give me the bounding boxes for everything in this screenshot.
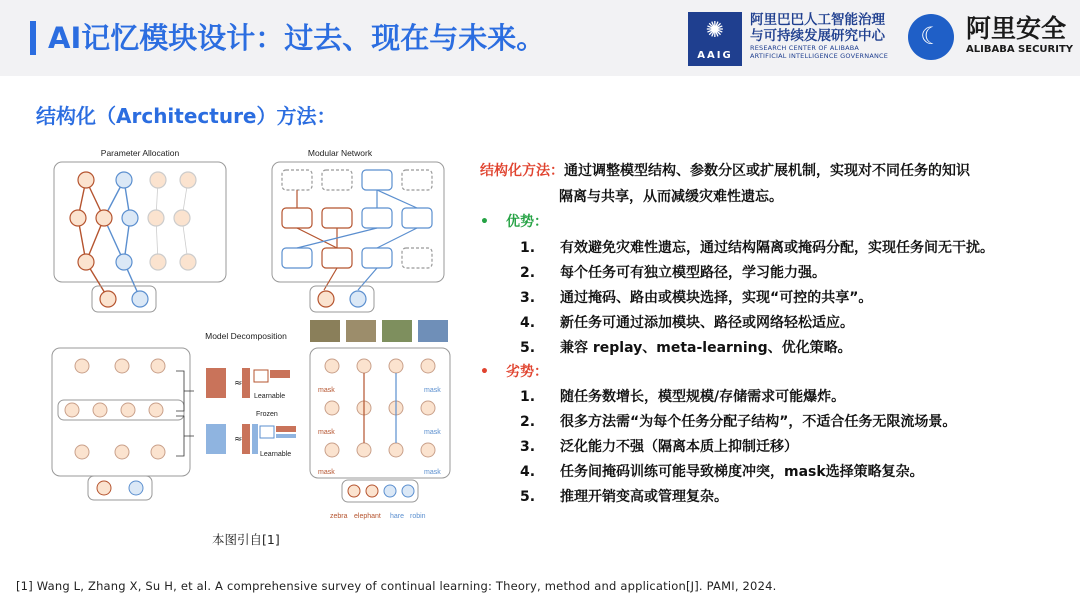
md-matrix-brown-5 bbox=[276, 426, 296, 432]
aaig-emblem-icon: ✺ bbox=[705, 18, 725, 43]
cons-heading bbox=[480, 361, 548, 381]
aaig-en-line2: ARTIFICIAL INTELLIGENCE GOVERNANCE bbox=[750, 52, 889, 60]
pros-bullet: • bbox=[480, 214, 489, 230]
md-matrix-brown-4 bbox=[242, 424, 250, 454]
cons-item bbox=[520, 436, 798, 456]
md-approx-2: ≈ bbox=[234, 434, 243, 445]
cons-item-number: 3. bbox=[520, 439, 536, 455]
md-learnable2-label: Learnable bbox=[260, 451, 292, 458]
md-matrix-blue-2 bbox=[252, 424, 258, 454]
mask-output-robin bbox=[402, 485, 414, 497]
md-output-node-1 bbox=[97, 481, 111, 495]
cons-item bbox=[520, 411, 956, 431]
image-robin bbox=[418, 320, 448, 342]
panel-modular-network-title: Modular Network bbox=[307, 148, 373, 158]
cons-bullet: • bbox=[480, 364, 489, 380]
output-label-elephant: elephant bbox=[354, 513, 381, 520]
aaig-logo bbox=[688, 12, 742, 66]
cons-item-text: 泛化能力不强（隔离本质上抑制迁移） bbox=[560, 439, 798, 455]
output-label-hare: hare bbox=[390, 513, 405, 520]
cons-item bbox=[520, 486, 728, 506]
pros-item-number: 1. bbox=[520, 240, 536, 256]
pros-item bbox=[520, 312, 854, 332]
aaig-name-line2: 与可持续发展研究中心 bbox=[750, 28, 885, 44]
slide-header bbox=[0, 0, 1080, 76]
md-learnable-label: Learnable bbox=[254, 393, 286, 400]
pros-item bbox=[520, 337, 852, 357]
mask-label-right-2: mask bbox=[424, 429, 441, 436]
architecture-figure bbox=[48, 146, 458, 526]
cons-item-text: 很多方法需“为每个任务分配子结构”，不适合任务无限流场景。 bbox=[560, 414, 957, 430]
aaig-abbr: AAIG bbox=[697, 50, 733, 61]
md-matrix-brown-3 bbox=[270, 370, 290, 378]
definition-label: 结构化方法： bbox=[480, 163, 564, 179]
md-bracket-top bbox=[176, 371, 194, 411]
mn-modules bbox=[282, 170, 432, 268]
pros-item-number: 5. bbox=[520, 340, 536, 356]
pros-item-number: 2. bbox=[520, 265, 536, 281]
mask-label-right-1: mask bbox=[424, 387, 441, 394]
security-en: ALIBABA SECURITY bbox=[966, 44, 1074, 55]
pros-item bbox=[520, 287, 872, 307]
pros-item-number: 4. bbox=[520, 315, 536, 331]
reference-footnote: [1] Wang L, Zhang X, Su H, et al. A comprehensive survey of continual learning: Theory, method and application[J]. PAMI, 2024. bbox=[16, 579, 777, 593]
cons-item-text: 任务间掩码训练可能导致梯度冲突，mask选择策略复杂。 bbox=[560, 464, 924, 480]
cons-item-text: 推理开销变高或管理复杂。 bbox=[560, 489, 728, 505]
pa-output-node-2 bbox=[132, 291, 148, 307]
output-label-zebra: zebra bbox=[330, 513, 348, 520]
cons-item bbox=[520, 386, 845, 406]
pros-heading bbox=[480, 211, 548, 231]
pros-item-text: 兼容 replay、meta-learning、优化策略。 bbox=[560, 340, 852, 356]
pros-item-text: 每个任务可有独立模型路径，学习能力强。 bbox=[560, 265, 826, 281]
pa-nodes bbox=[70, 172, 196, 270]
section-subtitle: 结构化（Architecture）方法： bbox=[36, 104, 337, 128]
mask-output-hare bbox=[384, 485, 396, 497]
mn-connections bbox=[297, 190, 417, 290]
mask-label-left-1: mask bbox=[318, 387, 335, 394]
md-output-node-2 bbox=[129, 481, 143, 495]
mn-output-node-1 bbox=[318, 291, 334, 307]
pros-item-text: 通过掩码、路由或模块选择，实现“可控的共享”。 bbox=[560, 290, 873, 306]
md-matrix-learnable bbox=[254, 370, 268, 382]
cons-item-text: 随任务数增长，模型规模/存储需求可能爆炸。 bbox=[560, 389, 846, 405]
md-frozen-label: Frozen bbox=[256, 411, 278, 418]
md-matrix-blue-3 bbox=[276, 434, 296, 438]
definition-line-1 bbox=[480, 160, 970, 180]
cons-item-number: 5. bbox=[520, 489, 536, 505]
md-matrix-brown-2 bbox=[242, 368, 250, 398]
pa-connections bbox=[78, 180, 188, 298]
mask-label-right-3: mask bbox=[424, 469, 441, 476]
figure-caption: 本图引自[1] bbox=[212, 532, 280, 547]
definition-line-2: 隔离与共享，从而减缓灾难性遗忘。 bbox=[559, 189, 783, 205]
output-label-robin: robin bbox=[410, 513, 426, 520]
aaig-name-line1: 阿里巴巴人工智能治理 bbox=[750, 12, 885, 28]
cons-item-number: 2. bbox=[520, 414, 536, 430]
pa-output-node-1 bbox=[100, 291, 116, 307]
image-zebra bbox=[310, 320, 340, 342]
image-hare bbox=[382, 320, 412, 342]
mn-output-node-2 bbox=[350, 291, 366, 307]
cons-item-number: 1. bbox=[520, 389, 536, 405]
cons-label: 劣势： bbox=[506, 364, 548, 380]
md-approx-1: ≈ bbox=[234, 378, 243, 389]
image-elephant bbox=[346, 320, 376, 342]
shield-icon: ☾ bbox=[920, 22, 942, 50]
definition-text-1: 通过调整模型结构、参数分区或扩展机制，实现对不同任务的知识 bbox=[564, 163, 970, 179]
pros-item bbox=[520, 262, 826, 282]
panel-parameter-allocation-title: Parameter Allocation bbox=[100, 148, 180, 158]
aaig-name bbox=[750, 12, 900, 60]
pros-item-text: 有效避免灾难性遗忘，通过结构隔离或掩码分配，实现任务间无干扰。 bbox=[560, 240, 994, 256]
pros-item bbox=[520, 237, 994, 257]
md-matrix-blue bbox=[206, 424, 226, 454]
pros-item-number: 3. bbox=[520, 290, 536, 306]
md-matrix-brown bbox=[206, 368, 226, 398]
mask-label-left-3: mask bbox=[318, 469, 335, 476]
md-matrix-frozen bbox=[260, 426, 274, 438]
pros-label: 优势： bbox=[506, 214, 548, 230]
cons-item-number: 4. bbox=[520, 464, 536, 480]
slide-title: AI记忆模块设计：过去、现在与未来。 bbox=[48, 21, 546, 55]
title-accent-bar bbox=[30, 21, 36, 55]
md-nodes bbox=[58, 359, 184, 459]
alibaba-security-name bbox=[966, 14, 1073, 55]
mask-output-zebra bbox=[348, 485, 360, 497]
md-bracket-bottom bbox=[176, 416, 194, 456]
security-zh: 阿里安全 bbox=[966, 14, 1067, 43]
alibaba-security-logo bbox=[908, 14, 954, 60]
cons-item bbox=[520, 461, 924, 481]
pros-item-text: 新任务可通过添加模块、路径或网络轻松适应。 bbox=[560, 315, 854, 331]
mask-output-elephant bbox=[366, 485, 378, 497]
mask-network-nodes bbox=[325, 359, 435, 457]
mask-label-left-2: mask bbox=[318, 429, 335, 436]
aaig-en-line1: RESEARCH CENTER OF ALIBABA bbox=[750, 44, 860, 52]
panel-model-decomposition-title: Model Decomposition bbox=[205, 331, 287, 341]
